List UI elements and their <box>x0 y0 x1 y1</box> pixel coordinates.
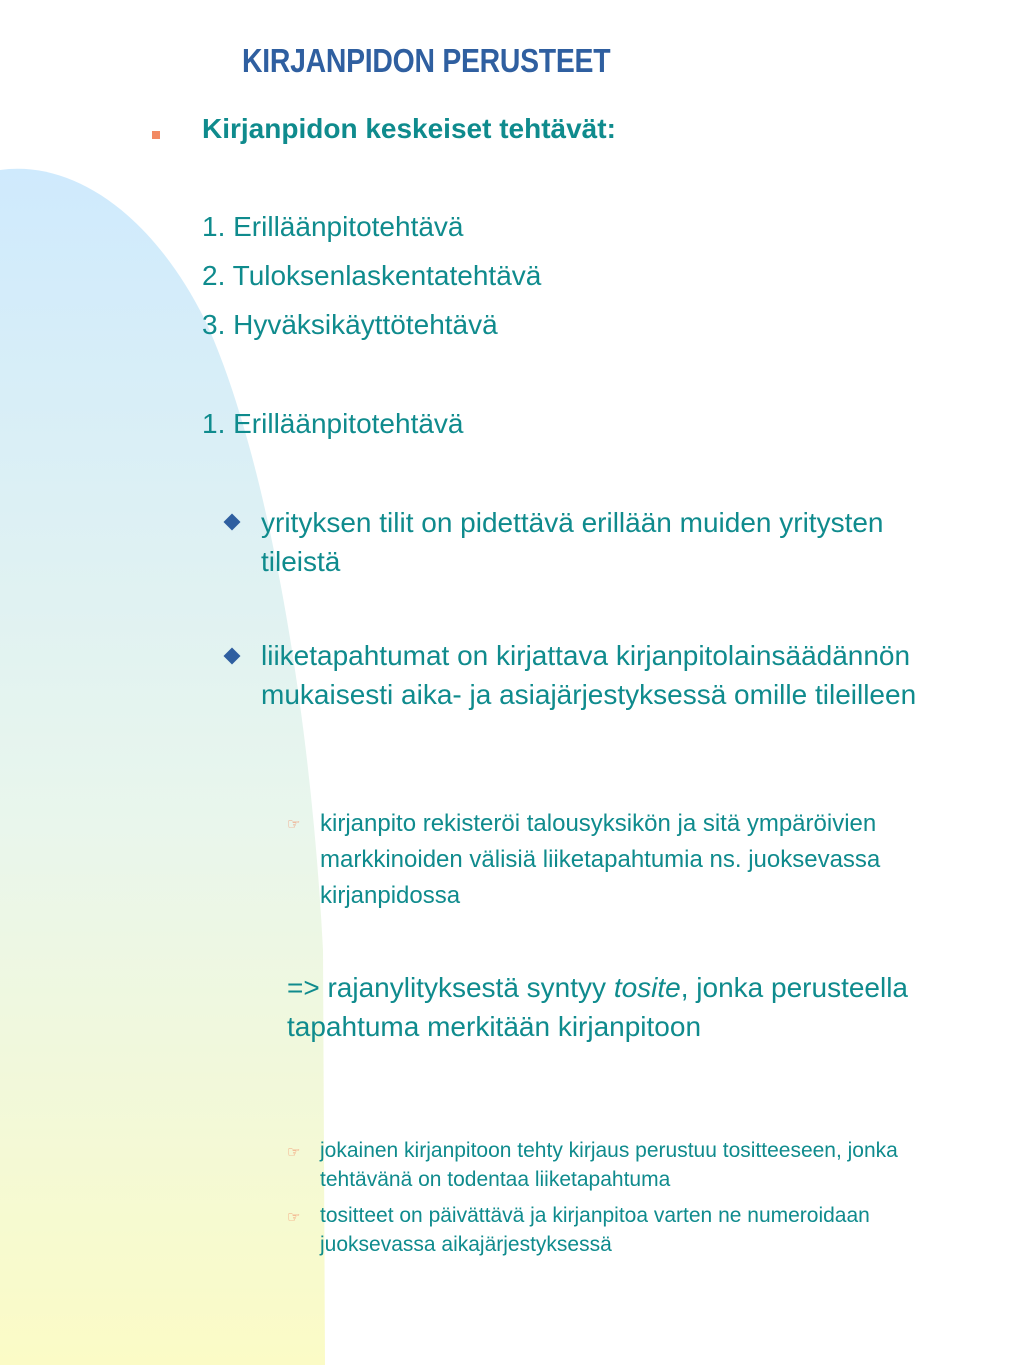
diamond-point: yrityksen tilit on pidettävä erillään muiden yritysten tileistä <box>261 507 884 577</box>
small-point: jokainen kirjanpitoon tehty kirjaus perustuu tositteeseen, jonka tehtävänä on todentaa liiketapahtuma <box>320 1139 898 1191</box>
square-bullet-icon <box>152 131 160 139</box>
section-heading: 1. Erilläänpitotehtävä <box>202 408 464 439</box>
diamond-point: liiketapahtumat on kirjattava kirjanpitolainsäädännön mukaisesti aika- ja asiajärjestyksessä omille tileilleen <box>261 640 917 710</box>
slide-title: KIRJANPIDON PERUSTEET <box>242 42 611 79</box>
task-item: 3. Hyväksikäyttötehtävä <box>202 309 498 340</box>
task-item: 1. Erilläänpitotehtävä <box>202 211 464 242</box>
task-item: 2. Tuloksenlaskentatehtävä <box>202 260 542 291</box>
emphasis-term: tosite <box>613 972 681 1003</box>
hand-point: kirjanpito rekisteröi talousyksikön ja sitä ympäröivien markkinoiden välisiä liiketapahtumia ns. juoksevassa kirjanpidossa <box>320 810 881 909</box>
pointing-hand-icon: ☞ <box>287 816 301 833</box>
arrow-paragraph <box>287 968 927 1046</box>
arrow-paragraph-prefix: => rajanylityksestä syntyy <box>287 972 614 1003</box>
main-heading: Kirjanpidon keskeiset tehtävät: <box>202 113 616 144</box>
pointing-hand-icon: ☞ <box>287 1144 301 1161</box>
small-point: tositteet on päivättävä ja kirjanpitoa varten ne numeroidaan juoksevassa aikajärjestyksessä <box>320 1204 870 1256</box>
pointing-hand-icon: ☞ <box>287 1209 301 1226</box>
arrow-paragraph-suffix: , jonka perusteella tapahtuma merkitään kirjanpitoon <box>287 972 909 1042</box>
